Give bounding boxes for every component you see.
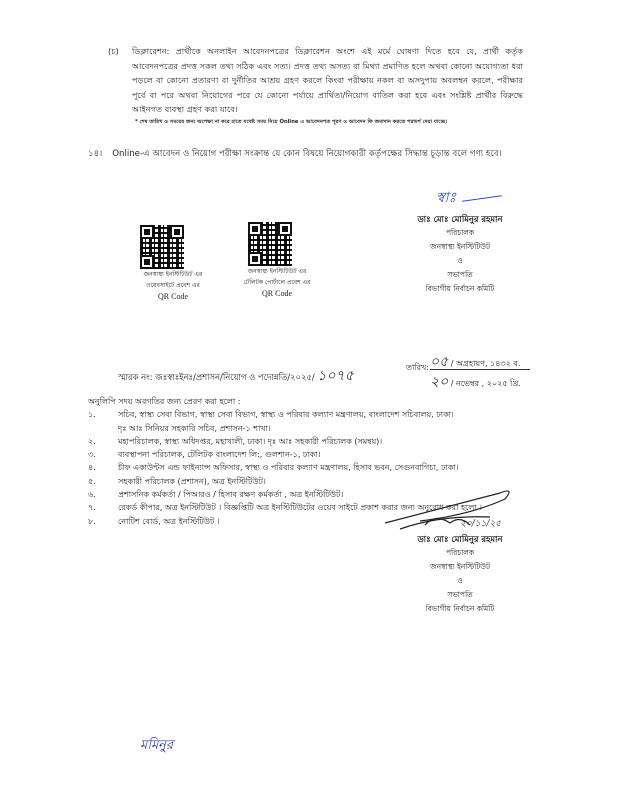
qr-code-icon[interactable] (248, 222, 292, 266)
signature: স্বাঃ (436, 190, 457, 206)
signatory-title: পরিচালক (445, 548, 474, 557)
memo-reference (118, 364, 354, 388)
point-text: Online-এ আবেদন ও নিয়োগ পরীক্ষা সংক্রান্ত যে কোন বিষয়ে নিয়োগকারী কর্তৃপক্ষের সিদ্ধান্ত চূড়ান্ত বলে গণ্য হবে। (112, 149, 502, 159)
signatory-name: ডাঃ মোঃ মোমিনুর রহমান (417, 214, 503, 224)
list-item (88, 435, 548, 448)
qr-code-icon[interactable] (140, 225, 184, 269)
item-number: ৩. (88, 450, 96, 460)
signatory-and: ও (457, 256, 463, 265)
signatory-committee: বিভাগীয় নির্বাচন কমিটি (425, 284, 495, 293)
signatory-name: ডাঃ মোঃ মোমিনুর রহমান (417, 534, 503, 544)
item-text: নোটিশ বোর্ড, অত্র ইনস্টিটিউট । (118, 516, 220, 526)
signature-stroke (462, 195, 502, 202)
qr-caption-3: QR Code (262, 289, 292, 298)
qr-caption-2: টেলিটক পোর্টালে প্রবেশ এর (243, 279, 311, 286)
item-text: চীফ একাউন্টস এন্ড ফাইন্যান্স অফিসার, স্বাস্থ্য ও পরিবার কল্যাণ মন্ত্রণালয়, হিসাব ভবন, সেগুনবাগিচা, ঢাকা। (118, 463, 459, 473)
bangla-day: ০৫ (430, 354, 449, 370)
item-text: সহকারী পরিচালক (প্রশাসন), অত্র ইনস্টিটিউট। (118, 476, 266, 486)
qr-caption-2: ওয়েবসাইটে প্রবেশ এর (146, 282, 200, 289)
qr-caption-1: জনস্বাস্থ্য ইনস্টিটিউট এর (247, 268, 307, 275)
item-subtext: দৃঃ আঃ সিনিয়র সহকারি সচিব, প্রশাসন-১ শাখা। (118, 423, 271, 433)
list-item (88, 461, 548, 474)
english-day: ২০ (430, 374, 449, 390)
signatory-org: জনস্বাস্থ্য ইনস্টিটিউট (429, 562, 491, 571)
signatory-block (400, 212, 520, 296)
memo-label: স্মারক নং: জঃস্বাঃইনঃ/প্রশাসন/নিয়োগ ও পদোন্নতি/২০২৫/ (118, 372, 315, 382)
date-label: তারিখ: (406, 363, 429, 372)
item-text: সচিব, স্বাস্থ্য সেবা বিভাগ, স্বাস্থ্য সেবা বিভাগ, স্বাস্থ্য ও পরিবার কল্যাণ মন্ত্রণালয়, বাংলাদেশ সচিবালয়, ঢাকা। (118, 410, 454, 420)
signatory-committee: বিভাগীয় নির্বাচন কমিটি (425, 604, 495, 613)
item-number: ৫. (88, 476, 96, 486)
item-number: ২. (88, 436, 96, 446)
initials-signature: মমিনুর (140, 738, 174, 753)
item-text: মহাপরিচালক, স্বাস্থ্য অধিদপ্তর, মহাখালী, ঢাকা। দৃঃ আঃ সহকারী পরিচালক (সমন্বয়)। (118, 436, 383, 446)
qr-caption-1: জনস্বাস্থ্য ইনস্টিটিউট এর (143, 271, 203, 278)
memo-number: ১০৭৫ (317, 368, 354, 384)
signatory-org: জনস্বাস্থ্য ইনস্টিটিউট (429, 242, 491, 251)
signatory-title2: সভাপতি (447, 590, 473, 599)
qr-teletalk[interactable] (222, 222, 332, 299)
list-item (88, 448, 548, 461)
clause-text: ডিক্লারেশন: প্রার্থীকে অনলাইন আবেদনপত্রের ডিক্লারেশন অংশে এই মর্মে ঘোষণা দিতে হবে যে, প্রার্থী কর্তৃক আবেদনপত্রের প্রদত্ত সকল তথ্য সঠিক এবং সত্য। প্রদত্ত তথ্য অসত্য বা মিথ্যা প্রমাণিত হলে অথবা কোনো অযোগ্যতা ধরা পড়লে বা কোনো প্রতারণা বা দুর্নীতির আশ্রয় গ্রহণ করলে কিংবা পরীক্ষায় নকল বা অসদুপায় অবলম্বন করলে, পরীক্ষার পূর্বে বা পরে অথবা নিয়োগের পরে যে কোনো পর্যায়ে প্রার্থিতা/নিয়োগ বাতিল করা হবে এবং সংশ্লিষ্ট প্রার্থীর বিরুদ্ধে আইনগত ব্যবস্থা গ্রহণ করা যাবে। (132, 46, 523, 114)
signatory-block-2 (400, 532, 520, 616)
english-date: নভেম্বর , ২০২৫ খ্রি. (456, 379, 521, 388)
signatory-title: পরিচালক (445, 228, 474, 237)
qr-caption-3: QR Code (158, 292, 188, 301)
signature-date: ২০/১১/২৫ (460, 519, 502, 529)
item-number: ১. (88, 410, 96, 420)
declaration-clause (108, 44, 523, 117)
clause-marker: (চ) (108, 46, 119, 56)
signatory-title2: সভাপতি (447, 270, 473, 279)
item-number: ৮. (88, 516, 96, 526)
deadline-note: * শেষ তারিখ ও সময়ের জন্য অপেক্ষা না করে হাতে যথেষ্ট সময় নিয়ে Online এ আবেদনপত্র পূরণ ও আবেদন ফি জমাদান করতে পরামর্শ দেয়া যাচ্ছে। (135, 119, 448, 125)
item-number: ৭. (88, 503, 96, 513)
item-number: ৬. (88, 490, 96, 500)
bangla-date: অগ্রহায়ণ, ১৪৩২ ব. (455, 359, 521, 368)
item-number: ৪. (88, 463, 96, 473)
point-14 (88, 147, 512, 161)
distribution-heading: অনুলিপি সদয় অবগতির জন্য প্রেরণ করা হলো : (88, 397, 241, 406)
item-text: প্রশাসনিক কর্মকর্তা / পিআরও / হিসাব রক্ষণ কর্মকর্তা , অত্র ইনস্টিটিউট। (118, 490, 344, 500)
signatory-and: ও (457, 576, 463, 585)
list-item (88, 408, 548, 435)
item-text: রেকর্ড কীপার, অত্র ইনস্টিটিউট । বিজ্ঞপ্তিটি অত্র ইনস্টিটিউটের ওয়েব সাইটে প্রকাশ করার জন্য অনুরোধ করা হলো । (118, 503, 483, 513)
qr-website[interactable] (118, 225, 228, 302)
point-number: ১৪। (88, 149, 103, 159)
item-text: ব্যবস্থাপনা পরিচালক, টেলিটক বাংলাদেশ লি:, গুলশান-১, ঢাকা। (118, 450, 321, 460)
